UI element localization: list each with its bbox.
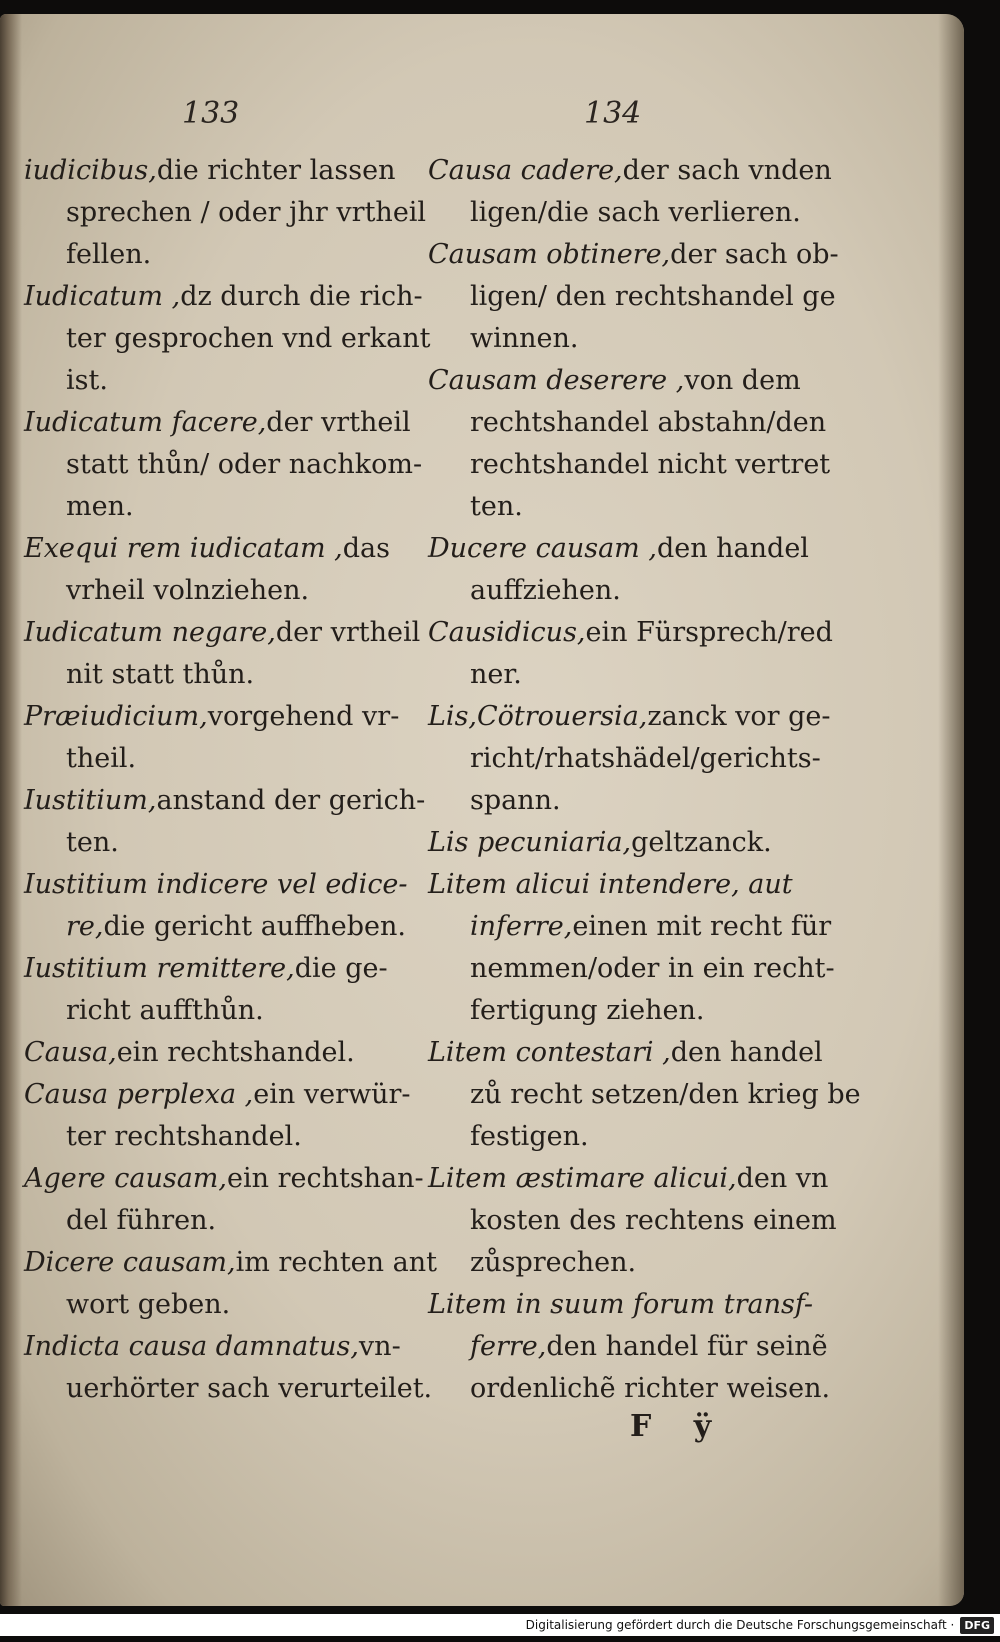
german-gloss: fertigung ziehen. [470,995,705,1026]
german-gloss: der sach ob- [670,239,839,270]
entry-line [24,738,404,780]
dictionary-entry [24,948,404,1032]
dictionary-entry [24,864,408,948]
latin-term: Agere causam, [24,1163,227,1194]
german-gloss: von dem [684,365,801,396]
entry-line [24,780,426,822]
entry-line [428,360,828,402]
dictionary-entry [24,528,404,612]
dictionary-entry [428,1032,861,1158]
latin-term: ferre, [470,1331,547,1362]
german-gloss: einen mit recht für [572,911,832,942]
entry-line [428,612,833,654]
dictionary-entry [24,1032,404,1074]
dictionary-entry [428,1158,837,1284]
german-gloss: uerhörter sach verurteilet. [66,1373,433,1404]
entry-line [24,1032,404,1074]
german-gloss: das [342,533,391,564]
entry-line [24,276,423,318]
german-gloss: geltzanck. [631,827,772,858]
german-gloss: fellen. [66,239,152,270]
entry-line [428,1158,828,1200]
signature-number: ÿ [693,1409,712,1444]
latin-term: Iudicatum facere, [24,407,267,438]
dictionary-entry [428,150,832,234]
german-gloss: ein rechtshandel. [116,1037,355,1068]
folio-left: 133 [182,96,240,131]
dictionary-entry [428,528,828,612]
latin-term: Iustitium indicere vel edice- [24,869,408,900]
entry-line [24,570,404,612]
entry-line [428,1074,861,1116]
signature-letter: F [630,1409,652,1444]
entry-line [24,1242,437,1284]
entry-line [428,1242,828,1284]
german-gloss: spann. [470,785,561,816]
german-gloss: ein rechtshan- [226,1163,424,1194]
german-gloss: vorgehend vr- [207,701,400,732]
entry-line [24,906,404,948]
german-gloss: richt/rhatshädel/gerichts- [470,743,821,774]
dictionary-entry [24,1242,437,1326]
footer-credit: Digitalisierung gefördert durch die Deutsche Forschungsgemeinschaft · [525,1618,955,1632]
latin-term: Litem alicui intendere, aut [428,869,793,900]
german-gloss: den handel für seinẽ [546,1331,828,1362]
entry-line [428,528,828,570]
german-gloss: zůsprechen. [470,1247,637,1278]
entry-line [24,948,404,990]
entry-line [24,402,411,444]
german-gloss: winnen. [470,323,579,354]
dfg-logo: DFG [960,1617,994,1634]
entry-line [24,696,404,738]
entry-line [428,696,831,738]
latin-term: Lis pecuniaria, [428,827,632,858]
entry-line [428,1284,828,1326]
german-gloss: men. [66,491,134,522]
german-gloss: die richter lassen [156,155,396,186]
entry-line [24,1368,433,1410]
dictionary-entry [428,822,828,864]
entry-line [428,276,836,318]
german-gloss: kosten des rechtens einem [470,1205,837,1236]
latin-term: Præiudicium, [24,701,208,732]
dictionary-entry [24,1158,424,1242]
entry-line [24,612,421,654]
latin-term: Causa cadere, [428,155,623,186]
german-gloss: vrheil volnziehen. [66,575,310,606]
latin-term: Dicere causam, [24,1247,236,1278]
german-gloss: der vrtheil [266,407,411,438]
latin-term: Ducere causam , [428,533,657,564]
latin-term: re, [66,911,104,942]
german-gloss: rechtshandel nicht vertret [470,449,831,480]
entry-line [24,360,404,402]
folio-right: 134 [584,96,642,131]
latin-term: Causam obtinere, [428,239,671,270]
latin-term: Causidicus, [428,617,586,648]
entry-line [428,234,839,276]
german-gloss: zů recht setzen/den krieg be [470,1079,861,1110]
entry-line [24,528,404,570]
latin-term: Litem contestari , [428,1037,671,1068]
latin-term: Iudicatum negare, [24,617,276,648]
entry-line [24,822,404,864]
entry-line [428,906,832,948]
german-gloss: ten. [470,491,523,522]
entry-line [428,402,828,444]
german-gloss: richt auffthůn. [66,995,264,1026]
dictionary-entry [24,780,426,864]
german-gloss: die ge- [294,953,388,984]
german-gloss: nit statt thůn. [66,659,255,690]
entry-line [428,990,828,1032]
latin-term: Iudicatum , [24,281,181,312]
german-gloss: ten. [66,827,119,858]
german-gloss: statt thůn/ oder nachkom- [66,449,423,480]
latin-term: Exequi rem iudicatam , [24,533,343,564]
entry-line [24,1158,424,1200]
dictionary-entry [428,612,833,696]
entry-line [428,192,828,234]
latin-term: Iustitium remittere, [24,953,295,984]
dictionary-entry [428,234,839,360]
dictionary-entry [24,1326,433,1410]
german-gloss: ein verwür- [253,1079,411,1110]
entry-line [428,444,831,486]
entry-line [428,864,828,906]
latin-term: Litem in suum forum transf- [428,1289,813,1320]
entry-line [428,822,828,864]
entry-line [24,990,404,1032]
german-gloss: del führen. [66,1205,217,1236]
german-gloss: ner. [470,659,522,690]
entry-line [428,570,828,612]
german-gloss: ligen/ den rechtshandel ge [470,281,836,312]
german-gloss: der vrtheil [275,617,421,648]
entry-line [428,780,828,822]
right-column [428,150,861,1410]
dictionary-entry [428,696,831,822]
entry-line [24,1116,404,1158]
dictionary-entry [428,864,835,1032]
entry-line [24,1200,404,1242]
entry-line [24,864,408,906]
entry-line [24,150,404,192]
german-gloss: den handel [656,533,809,564]
latin-term: Iustitium, [24,785,157,816]
german-gloss: den vn [736,1163,829,1194]
entry-line [24,654,404,696]
entry-line [428,1368,831,1410]
german-gloss: wort geben. [66,1289,231,1320]
german-gloss: auffziehen. [470,575,621,606]
entry-line [428,150,832,192]
german-gloss: theil. [66,743,137,774]
german-gloss: anstand der gerich- [156,785,426,816]
latin-term: Litem æstimare alicui, [428,1163,737,1194]
german-gloss: sprechen / oder jhr vrtheil [66,197,427,228]
entry-line [428,486,828,528]
german-gloss: ligen/die sach verlieren. [470,197,801,228]
footer-bar [0,1614,1000,1636]
latin-term: iudicibus, [24,155,157,186]
latin-term: Causa perplexa , [24,1079,254,1110]
german-gloss: festigen. [470,1121,589,1152]
dictionary-entry [24,612,421,696]
entry-line [428,738,828,780]
german-gloss: ein Fürsprech/red [585,617,833,648]
left-column [24,150,437,1410]
latin-term: Lis,Cötrouersia, [428,701,648,732]
german-gloss: ordenlichẽ richter weisen. [470,1373,831,1404]
dictionary-entry [24,402,423,528]
german-gloss: rechtshandel abstahn/den [470,407,827,438]
entry-line [24,234,404,276]
signature-mark [630,1409,743,1444]
dictionary-entry [24,696,404,780]
dictionary-entry [428,360,831,528]
entry-line [428,1032,828,1074]
entry-line [428,948,835,990]
german-gloss: der sach vnden [622,155,832,186]
entry-line [24,486,404,528]
dictionary-entry [428,1284,831,1410]
german-gloss: den handel [670,1037,823,1068]
german-gloss: vn- [358,1331,401,1362]
entry-line [428,654,828,696]
entry-line [428,1200,837,1242]
entry-line [24,444,423,486]
entry-line [428,1116,828,1158]
entry-line [24,192,427,234]
german-gloss: die gericht auffheben. [103,911,406,942]
entry-line [24,1326,404,1368]
latin-term: Causa, [24,1037,117,1068]
book-page [0,14,964,1606]
dictionary-entry [24,1074,411,1158]
german-gloss: im rechten ant [235,1247,437,1278]
latin-term: inferre, [470,911,573,942]
entry-line [24,318,431,360]
entry-line [428,318,828,360]
dictionary-entry [24,150,427,276]
german-gloss: ter rechtshandel. [66,1121,302,1152]
entry-line [24,1074,411,1116]
german-gloss: dz durch die rich- [180,281,423,312]
latin-term: Causam deserere , [428,365,685,396]
german-gloss: ist. [66,365,108,396]
german-gloss: ter gesprochen vnd erkant [66,323,431,354]
entry-line [24,1284,404,1326]
dictionary-entry [24,276,431,402]
entry-line [428,1326,828,1368]
latin-term: Indicta causa damnatus, [24,1331,359,1362]
german-gloss: nemmen/oder in ein recht- [470,953,835,984]
german-gloss: zanck vor ge- [647,701,831,732]
